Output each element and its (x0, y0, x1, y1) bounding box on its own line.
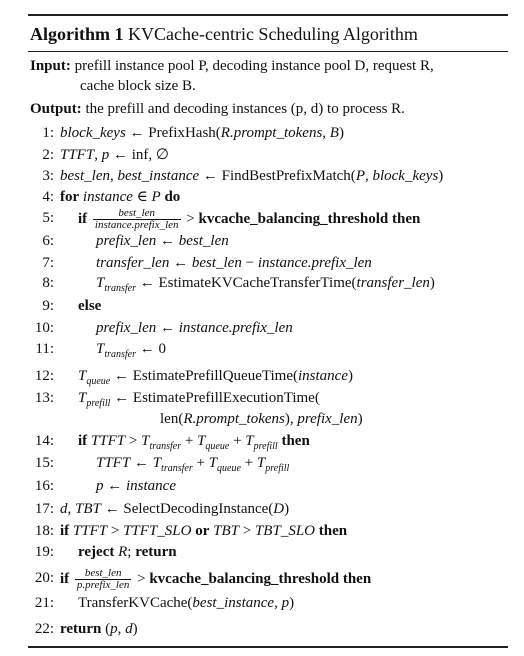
algorithm-name: KVCache-centric Scheduling Algorithm (128, 24, 418, 44)
line-number: 9: (42, 298, 54, 314)
line-number: 22: (34, 621, 54, 637)
output-line: Output: the prefill and decoding instances (p, d) to process R. (30, 101, 405, 117)
line-number: 20: (34, 570, 54, 586)
line-code: if $\frac{\text{best\_len}}{\text{p.prefix\_len}}$ > kvcache_balancing_threshold then (60, 567, 372, 591)
algorithm-line (30, 145, 169, 165)
line-number: 8: (42, 275, 54, 291)
line-number: 14: (34, 433, 54, 449)
algorithm-line (30, 476, 176, 496)
algorithm-line (30, 123, 344, 143)
algorithm-line (30, 366, 353, 387)
algorithm-line (30, 499, 290, 519)
line-number: 13: (34, 390, 54, 406)
algorithm-line (30, 207, 421, 231)
line-number: 2: (42, 147, 54, 163)
line-number: 16: (34, 478, 54, 494)
line-code: if TTFT > $T_{transfer} + T_{queue} + T_{prefill}$ then (78, 433, 310, 452)
line-number: 18: (34, 523, 54, 539)
line-number: 15: (34, 455, 54, 471)
line-code: d, TBT ← SelectDecodingInstance(D) (60, 501, 290, 517)
line-number: 19: (34, 544, 54, 560)
line-number: 12: (34, 368, 54, 384)
algorithm-line (30, 253, 372, 273)
algorithm-line (30, 542, 177, 562)
header-rule (28, 51, 508, 52)
algorithm-line (30, 187, 181, 207)
algorithm-line (30, 567, 372, 591)
algorithm-line (30, 431, 310, 452)
line-code: TTFT ← $T_{transfer} + T_{queue} + T_{prefill}$ (96, 455, 290, 474)
line-number: 21: (34, 595, 54, 611)
algorithm-line (30, 409, 363, 429)
line-number: 10: (34, 320, 54, 336)
line-code: prefix_len ← best_len (96, 233, 229, 249)
line-number: 4: (42, 189, 54, 205)
input-line: Input: prefill instance pool P, decoding instance pool D, request R, (30, 58, 434, 74)
input-line-cont: cache block size B. (80, 78, 196, 94)
line-code: $T_{queue}$ ← EstimatePrefillQueueTime(instance) (78, 368, 353, 387)
line-number: 5: (42, 210, 54, 226)
line-code: TTFT, p ← inf, ∅ (60, 147, 169, 163)
line-code: transfer_len ← best_len − instance.prefix_len (96, 255, 372, 271)
line-code: return (p, d) (60, 621, 138, 637)
line-code: len(R.prompt_tokens), prefix_len) (160, 411, 363, 427)
line-number: 7: (42, 255, 54, 271)
algorithm-line (30, 318, 293, 338)
bottom-rule (28, 646, 508, 648)
algorithm-line (30, 593, 295, 613)
line-code: $T_{transfer}$ ← EstimateKVCacheTransferTime(transfer_len) (96, 275, 435, 294)
line-code: block_keys ← PrefixHash(R.prompt_tokens, B) (60, 125, 344, 141)
top-rule (28, 14, 508, 16)
line-number: 6: (42, 233, 54, 249)
line-code: TransferKVCache(best_instance, p) (78, 595, 295, 611)
line-code: reject R; return (78, 544, 177, 560)
algorithm-line (30, 273, 435, 294)
line-code: best_len, best_instance ← FindBestPrefixMatch(P, block_keys) (60, 168, 444, 184)
algorithm-line (30, 296, 102, 316)
algorithm-line (30, 521, 348, 541)
algorithm-line (30, 166, 444, 186)
algorithm-title (30, 24, 418, 45)
line-code: p ← instance (96, 478, 176, 494)
line-code: prefix_len ← instance.prefix_len (96, 320, 293, 336)
algorithm-line (30, 453, 290, 474)
line-number: 3: (42, 168, 54, 184)
line-code: else (78, 298, 102, 314)
algorithm-line (30, 619, 138, 639)
algorithm-line (30, 388, 320, 409)
line-code: if TTFT > TTFT_SLO or TBT > TBT_SLO then (60, 523, 348, 539)
line-code: $T_{transfer}$ ← 0 (96, 341, 167, 360)
line-number: 11: (35, 341, 54, 357)
algorithm-label: Algorithm 1 (30, 24, 124, 44)
line-code: if $\frac{\text{best\_len}}{\text{instance.prefix\_len}}$ > kvcache_balancing_threshold then (78, 207, 421, 231)
line-number: 1: (42, 125, 54, 141)
algorithm-line (30, 339, 167, 360)
line-code: for instance ∈ P do (60, 189, 181, 205)
line-code: $T_{prefill}$ ← EstimatePrefillExecutionTime( (78, 390, 320, 409)
algorithm-line (30, 231, 229, 251)
line-number: 17: (34, 501, 54, 517)
